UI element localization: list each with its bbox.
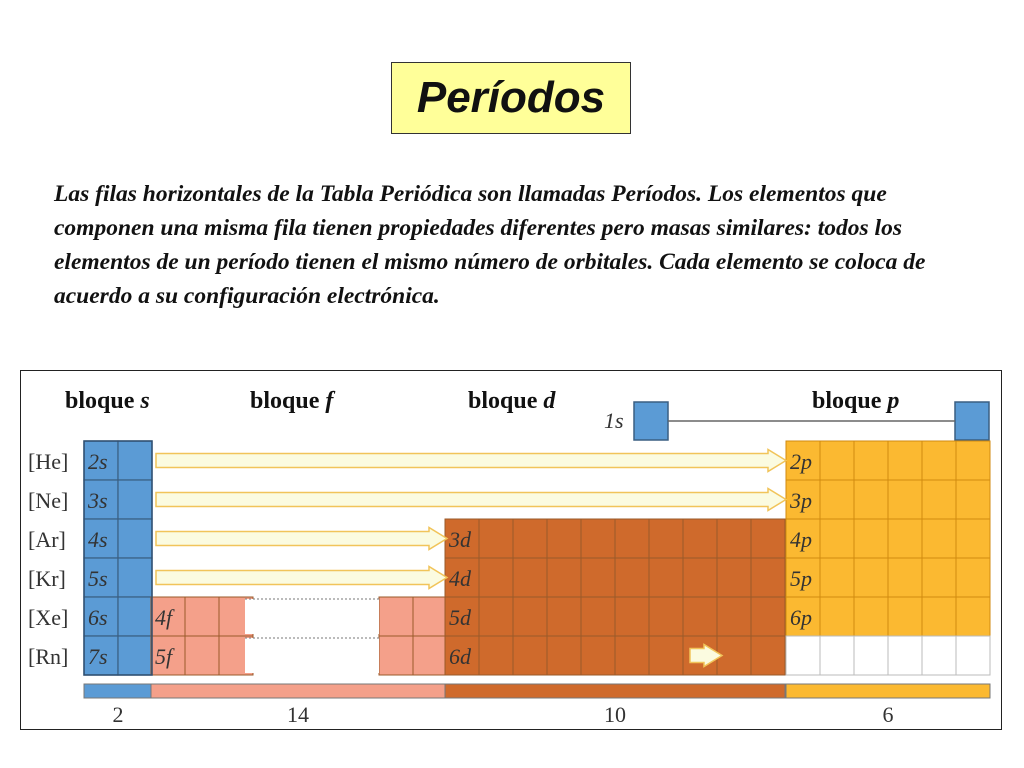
f-cell [185, 597, 219, 636]
d-orbital-label: 6d [449, 644, 471, 669]
p-cell [956, 441, 990, 480]
core-label: [He] [28, 449, 69, 474]
d-cell [479, 558, 513, 597]
p-cell [956, 480, 990, 519]
d-cell [581, 519, 615, 558]
d-orbital-label: 4d [449, 566, 471, 591]
s-orbital-label: 7s [88, 644, 108, 669]
p-cell [854, 597, 888, 636]
d-cell [547, 597, 581, 636]
core-label: [Xe] [28, 605, 69, 630]
bar-block-p [786, 684, 990, 698]
s-orbital-label: 5s [88, 566, 108, 591]
label-block-s: bloque s [65, 388, 150, 414]
d-cell [751, 519, 785, 558]
label-block-d: bloque d [468, 388, 556, 414]
p-cell [820, 597, 854, 636]
p-orbital-label: 2p [790, 449, 812, 474]
arrow-row-4 [156, 528, 447, 550]
d-cell [615, 519, 649, 558]
p-cell-empty [854, 636, 888, 675]
f-block-gap [245, 638, 379, 673]
f-cell [379, 636, 413, 675]
bar-block-f [151, 684, 445, 698]
count-block-f: 14 [287, 702, 309, 727]
p-cell [888, 441, 922, 480]
f-orbital-label: 4f [155, 605, 173, 630]
d-cell [751, 597, 785, 636]
d-cell [479, 636, 513, 675]
d-cell [547, 636, 581, 675]
d-cell [683, 519, 717, 558]
label-block-f: bloque f [250, 388, 334, 414]
s-cell [118, 558, 152, 597]
p-cell [820, 480, 854, 519]
cell-1s-right [955, 402, 989, 440]
d-cell [649, 558, 683, 597]
s-cell [118, 636, 152, 675]
p-cell-empty [786, 636, 820, 675]
p-cell [888, 480, 922, 519]
f-orbital-label: 5f [155, 644, 173, 669]
d-cell [581, 636, 615, 675]
p-cell-empty [956, 636, 990, 675]
core-label: [Rn] [28, 644, 69, 669]
p-cell [820, 441, 854, 480]
cell-1s-left [634, 402, 668, 440]
f-cell [185, 636, 219, 675]
s-cell [118, 597, 152, 636]
page-title: Períodos [391, 62, 631, 134]
p-cell [820, 519, 854, 558]
p-cell [922, 519, 956, 558]
core-label: [Ar] [28, 527, 66, 552]
p-cell [888, 558, 922, 597]
block-size-bars [84, 684, 990, 727]
f-cell [379, 597, 413, 636]
d-cell [513, 597, 547, 636]
f-cell [413, 597, 447, 636]
s-orbital-label: 4s [88, 527, 108, 552]
bar-block-s [84, 684, 152, 698]
count-block-p: 6 [882, 702, 894, 727]
label-block-p: bloque p [812, 388, 900, 414]
bar-block-d [445, 684, 785, 698]
s-cell [118, 441, 152, 480]
p-orbital-label: 3p [790, 488, 812, 513]
d-cell [649, 519, 683, 558]
period-1-label: 1s [604, 408, 624, 433]
p-cell [922, 441, 956, 480]
d-cell [683, 558, 717, 597]
arrow-row-3 [156, 489, 786, 511]
p-cell [854, 519, 888, 558]
p-cell [888, 519, 922, 558]
s-orbital-label: 2s [88, 449, 108, 474]
d-cell [683, 597, 717, 636]
table-grid [84, 441, 990, 675]
f-cell [413, 636, 447, 675]
p-cell [922, 597, 956, 636]
p-cell-empty [820, 636, 854, 675]
s-cell [118, 480, 152, 519]
d-cell [513, 636, 547, 675]
d-orbital-label: 5d [449, 605, 471, 630]
p-cell [854, 480, 888, 519]
p-cell [922, 480, 956, 519]
s-cell [118, 519, 152, 558]
p-orbital-label: 5p [790, 566, 812, 591]
d-cell [581, 558, 615, 597]
d-cell [547, 519, 581, 558]
p-cell-empty [922, 636, 956, 675]
d-cell [513, 558, 547, 597]
d-cell [751, 636, 785, 675]
arrow-row-2 [156, 450, 786, 472]
description-paragraph: Las filas horizontales de la Tabla Periódica son llamadas Períodos. Los elementos que componen una misma fila tienen propiedades diferentes pero masas similares: todos los elementos de un período tienen el mismo número de orbitales. Cada elemento se coloca de acuerdo a su configuración electrónica. [54, 181, 926, 309]
d-cell [615, 636, 649, 675]
arrow-row-5 [156, 567, 447, 589]
p-cell-empty [888, 636, 922, 675]
d-cell [751, 558, 785, 597]
d-cell [479, 519, 513, 558]
d-cell [615, 597, 649, 636]
p-cell [956, 558, 990, 597]
p-cell [888, 597, 922, 636]
d-cell [717, 519, 751, 558]
s-orbital-label: 3s [88, 488, 108, 513]
d-cell [513, 519, 547, 558]
p-cell [956, 597, 990, 636]
count-block-d: 10 [604, 702, 626, 727]
d-cell [649, 636, 683, 675]
p-orbital-label: 6p [790, 605, 812, 630]
d-cell [479, 597, 513, 636]
core-label: [Ne] [28, 488, 69, 513]
d-cell [717, 597, 751, 636]
d-cell [649, 597, 683, 636]
s-orbital-label: 6s [88, 605, 108, 630]
d-orbital-label: 3d [449, 527, 471, 552]
p-cell [854, 441, 888, 480]
p-cell [854, 558, 888, 597]
d-cell [581, 597, 615, 636]
p-cell [956, 519, 990, 558]
count-block-s: 2 [112, 702, 124, 727]
p-cell [820, 558, 854, 597]
f-block-gap [245, 599, 379, 634]
core-label: [Kr] [28, 566, 66, 591]
d-cell [717, 558, 751, 597]
d-cell [615, 558, 649, 597]
p-orbital-label: 4p [790, 527, 812, 552]
p-cell [922, 558, 956, 597]
d-cell [547, 558, 581, 597]
